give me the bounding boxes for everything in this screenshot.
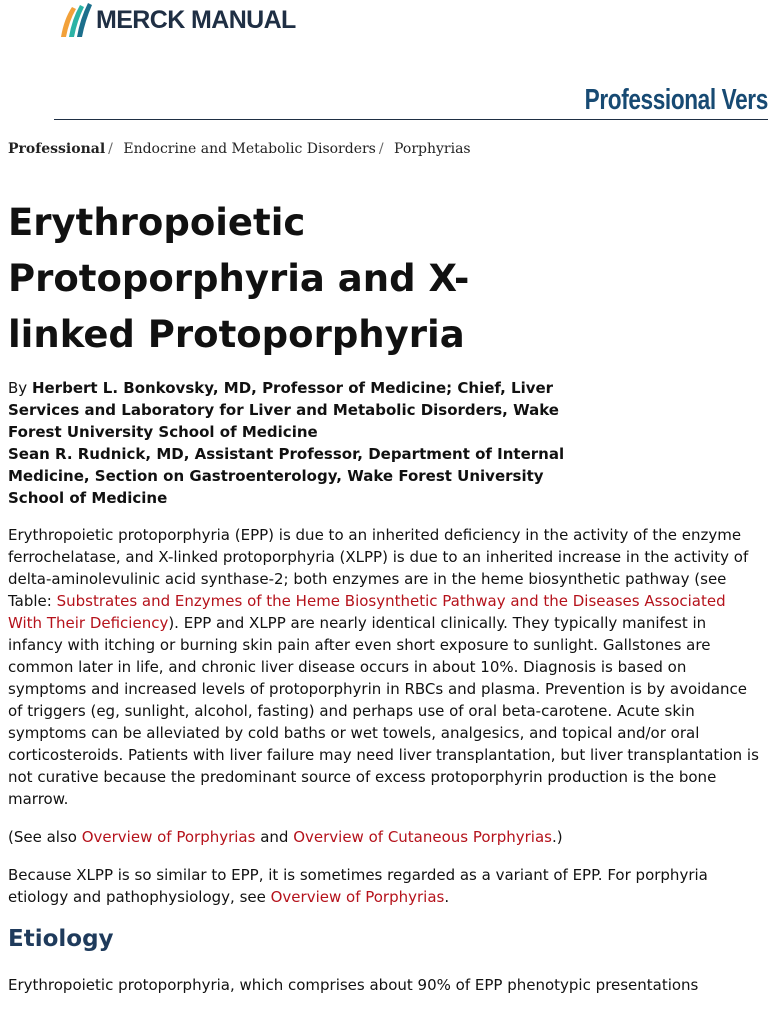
merck-manual-logo[interactable] <box>58 0 296 40</box>
by-label: By <box>8 379 28 397</box>
text-run: and <box>255 828 294 846</box>
text-run: Because XLPP is so similar to EPP, it is sometimes regarded as a variant of EPP. For porphyria etiology and pathophysiology, see <box>8 866 708 906</box>
logo-text: MERCK MANUAL <box>96 5 296 34</box>
breadcrumb <box>8 141 471 157</box>
author-1: Herbert L. Bonkovsky, MD, Professor of Medicine; Chief, Liver Services and Laboratory for Liver and Metabolic Disorders, Wake Forest University School of Medicine <box>8 379 559 441</box>
header-divider <box>54 119 768 120</box>
see-also-paragraph <box>8 826 763 848</box>
variant-paragraph <box>8 864 763 908</box>
link-overview-porphyrias[interactable]: Overview of Porphyrias <box>81 828 256 846</box>
breadcrumb-separator: / <box>378 141 384 157</box>
breadcrumb-separator: / <box>108 141 113 157</box>
link-overview-cutaneous-porphyrias[interactable]: Overview of Cutaneous Porphyrias <box>293 828 552 846</box>
logo-mark-icon <box>58 1 92 39</box>
text-run: (See also <box>8 828 82 846</box>
breadcrumb-professional[interactable]: Professional <box>8 141 106 157</box>
breadcrumb-porphyrias[interactable]: Porphyrias <box>394 141 471 157</box>
text-run: . <box>444 888 450 906</box>
table-link-heme-pathway[interactable]: Substrates and Enzymes of the Heme Biosynthetic Pathway and the Diseases Associated With Their Deficiency <box>8 592 726 632</box>
intro-paragraph <box>8 524 763 810</box>
etiology-paragraph: Erythropoietic protoporphyria, which comprises about 90% of EPP phenotypic presentations <box>8 976 699 994</box>
text-run: .) <box>551 828 563 846</box>
author-byline <box>8 377 568 509</box>
version-label[interactable]: Professional Vers <box>584 84 768 116</box>
text-run: Erythropoietic protoporphyria (EPP) is due to an inherited deficiency in the activity of the enzyme ferrochelatase, and X-linked protoporphyria (XLPP) is due to an inherited increase in the activity of delta-aminolevulinic acid synthase-2; both enzymes are in the heme biosynthetic pathway (see Table: <box>8 526 749 610</box>
article-body <box>8 524 763 1012</box>
breadcrumb-endocrine[interactable]: Endocrine and Metabolic Disorders <box>123 141 376 157</box>
link-overview-porphyrias-2[interactable]: Overview of Porphyrias <box>270 888 445 906</box>
author-2: Sean R. Rudnick, MD, Assistant Professor, Department of Internal Medicine, Section on Gastroenterology, Wake Forest University School of Medicine <box>8 445 565 507</box>
text-run: ). EPP and XLPP are nearly identical clinically. They typically manifest in infancy with itching or burning skin pain after even short exposure to sunlight. Gallstones are common later in life, and chronic liver disease occurs in about 10%. Diagnosis is based on symptoms and increased levels of protoporphyrin in RBCs and plasma. Prevention is by avoidance of triggers (eg, sunlight, alcohol, fasting) and perhaps use of oral beta-carotene. Acute skin symptoms can be alleviated by cold baths or wet towels, analgesics, and topical and/or oral corticosteroids. Patients with liver failure may need liver transplantation, but liver transplantation is not curative because the predominant source of excess protoporphyrin production is the bone marrow. <box>8 614 759 808</box>
section-heading-etiology: Etiology <box>8 926 114 952</box>
site-header <box>0 0 768 125</box>
page-title: Erythropoietic Protoporphyria and X-linked Protoporphyria <box>8 201 470 356</box>
